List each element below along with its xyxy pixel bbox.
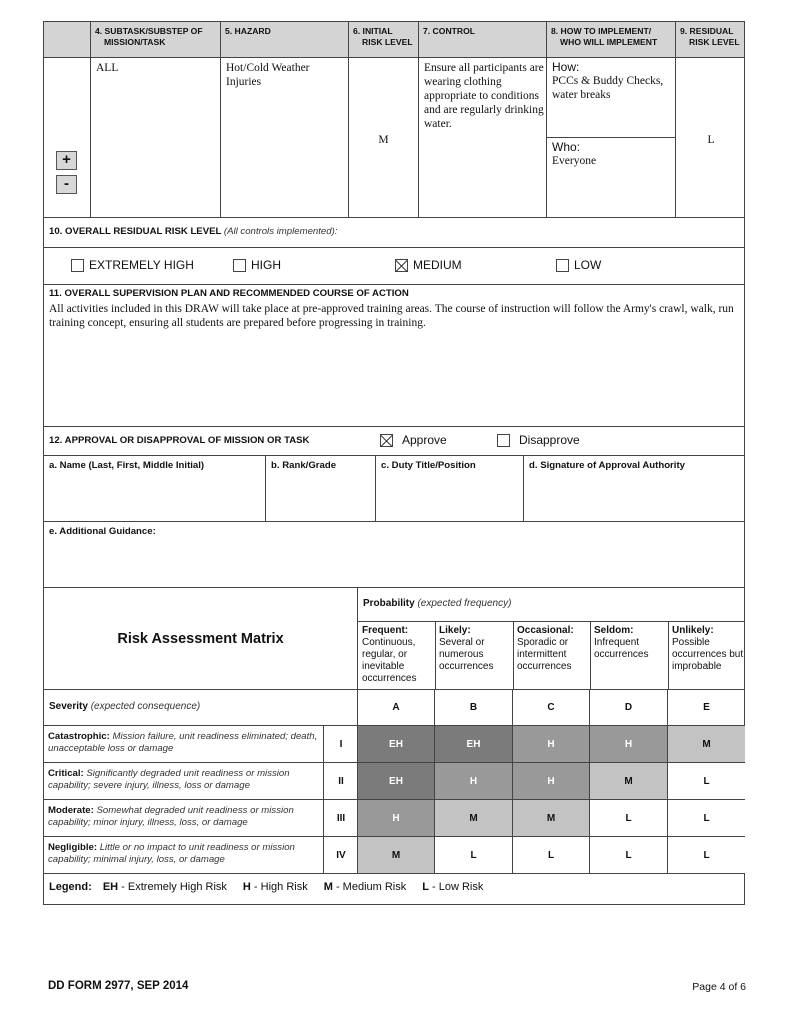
risk-cell: H (358, 800, 435, 837)
section-10-header (43, 218, 745, 248)
initial-risk-field[interactable]: M (378, 134, 389, 146)
header-hazard: 5. HAZARD (225, 26, 271, 36)
high-checkbox[interactable] (233, 259, 246, 272)
option-approve[interactable]: Approve (380, 433, 447, 447)
name-field[interactable]: a. Name (Last, First, Middle Initial) (49, 460, 205, 471)
hazard-table-header (43, 21, 745, 58)
probability-letter-d: D (590, 690, 668, 725)
option-low[interactable]: LOW (556, 258, 601, 272)
severity-numeral: I (339, 739, 343, 750)
risk-cell: EH (435, 726, 513, 763)
remove-row-button[interactable]: - (56, 175, 77, 194)
risk-cell: H (590, 726, 668, 763)
probability-label: Probability (expected frequency) (363, 598, 512, 609)
form-id: DD FORM 2977, SEP 2014 (48, 980, 189, 992)
risk-cell: L (590, 800, 668, 837)
header-control: 7. CONTROL (423, 26, 476, 36)
option-high[interactable]: HIGH (233, 258, 281, 272)
severity-row-critical (44, 763, 358, 800)
rank-field[interactable]: b. Rank/Grade (271, 460, 337, 471)
residual-risk-field[interactable]: L (707, 134, 715, 146)
hazard-field[interactable]: Hot/Cold Weather Injuries (226, 62, 310, 88)
signature-field[interactable]: d. Signature of Approval Authority (529, 460, 685, 471)
how-label: How: (552, 60, 580, 74)
duty-title-field[interactable]: c. Duty Title/Position (381, 460, 476, 471)
header-how-who: 8. HOW TO IMPLEMENT/ WHO WILL IMPLEMENT (551, 26, 658, 47)
section-11-title: 11. OVERALL SUPERVISION PLAN AND RECOMMENDED COURSE OF ACTION (49, 288, 409, 299)
severity-description: Catastrophic: Mission failure, unit readiness eliminated; death, unacceptable loss or damage (48, 731, 318, 754)
section-10-title: 10. OVERALL RESIDUAL RISK LEVEL (All controls implemented): (49, 226, 338, 237)
probability-letter-c: C (513, 690, 590, 725)
column-likely: Likely: Several or numerous occurrences (439, 625, 494, 672)
section-11 (43, 285, 745, 427)
risk-cell: EH (358, 726, 435, 763)
legend-item-m: M - Medium Risk (323, 881, 407, 893)
who-value: Everyone (552, 155, 597, 167)
add-row-button[interactable]: + (56, 151, 77, 170)
extremely-high-checkbox[interactable] (71, 259, 84, 272)
control-field[interactable]: Ensure all participants are wearing clothing appropriate to conditions and are regularly drinking water. (424, 62, 544, 130)
risk-cell: L (590, 837, 668, 874)
risk-cell: H (513, 726, 590, 763)
risk-matrix (43, 588, 745, 905)
header-subtask: 4. SUBTASK/SUBSTEP OF MISSION/TASK (95, 26, 203, 47)
additional-guidance-field[interactable]: e. Additional Guidance: (49, 526, 156, 537)
risk-cell: M (590, 763, 668, 800)
option-extremely-high[interactable]: EXTREMELY HIGH (71, 258, 194, 272)
severity-numeral: III (336, 813, 346, 824)
medium-checkbox[interactable] (395, 259, 408, 272)
risk-cell: EH (358, 763, 435, 800)
severity-numeral: IV (336, 850, 346, 861)
column-frequent: Frequent: Continuous, regular, or inevitable occurrences (362, 625, 417, 684)
probability-letters (358, 690, 745, 725)
column-unlikely: Unlikely: Possible occurrences but improbable (672, 625, 744, 672)
risk-grid (358, 726, 745, 874)
severity-row-negligible (44, 837, 358, 874)
severity-description: Critical: Significantly degraded unit readiness or mission capability; severe injury, illness, loss or damage (48, 768, 290, 791)
disapprove-checkbox[interactable] (497, 434, 510, 447)
header-residual-risk: 9. RESIDUAL RISK LEVEL (680, 26, 740, 47)
risk-cell: L (435, 837, 513, 874)
approve-checkbox[interactable] (380, 434, 393, 447)
severity-description: Moderate: Somewhat degraded unit readiness or mission capability; minor injury, illness, loss, or damage (48, 805, 294, 828)
risk-cell: L (668, 763, 745, 800)
legend: Legend: EH - Extremely High Risk H - High Risk M - Medium Risk L - Low Risk (49, 881, 484, 893)
severity-description: Negligible: Little or no impact to unit readiness or mission capability; minimal injury, loss, or damage (48, 842, 295, 865)
risk-cell: L (513, 837, 590, 874)
additional-guidance (43, 522, 745, 588)
severity-numeral: II (338, 776, 344, 787)
probability-letter-e: E (703, 702, 710, 713)
hazard-table-row (43, 58, 745, 218)
page-number: Page 4 of 6 (692, 981, 746, 993)
column-seldom: Seldom: Infrequent occurrences (594, 625, 649, 660)
legend-item-h: H - High Risk (242, 881, 308, 893)
risk-cell: M (513, 800, 590, 837)
section-12-title: 12. APPROVAL OR DISAPPROVAL OF MISSION OR TASK (49, 435, 310, 446)
risk-cell: M (358, 837, 435, 874)
risk-cell: H (435, 763, 513, 800)
severity-row-moderate (44, 800, 358, 837)
probability-letter-b: B (435, 690, 513, 725)
option-disapprove[interactable]: Disapprove (497, 433, 580, 447)
approval-fields (43, 456, 745, 522)
who-field[interactable] (547, 138, 675, 217)
severity-row-catastrophic (44, 726, 358, 763)
section-12-header (43, 427, 745, 456)
risk-cell: L (668, 837, 745, 874)
legend-item-eh: EH - Extremely High Risk (102, 881, 227, 893)
column-occasional: Occasional: Sporadic or intermittent occurrences (517, 625, 574, 672)
risk-cell: L (668, 800, 745, 837)
risk-cell: M (668, 726, 745, 763)
severity-label: Severity (expected consequence) (49, 701, 201, 712)
how-field[interactable] (547, 58, 675, 137)
risk-cell: M (435, 800, 513, 837)
probability-columns (358, 622, 745, 689)
low-checkbox[interactable] (556, 259, 569, 272)
matrix-title: Risk Assessment Matrix (117, 630, 284, 647)
option-medium[interactable]: MEDIUM (395, 258, 462, 272)
subtask-field[interactable]: ALL (96, 62, 119, 74)
legend-item-l: L - Low Risk (422, 881, 484, 893)
severity-rows (44, 726, 358, 874)
header-initial-risk: 6. INITIAL RISK LEVEL (353, 26, 413, 47)
overall-risk-options (43, 248, 745, 285)
risk-cell: H (513, 763, 590, 800)
supervision-plan-field[interactable]: All activities included in this DRAW will take place at pre-approved training areas. The course of instruction will follow the Army's crawl, walk, run training concept, ensuring all students are prepared before progressing in training. (49, 303, 734, 329)
how-value: PCCs & Buddy Checks, water breaks (552, 75, 664, 101)
who-label: Who: (552, 140, 581, 154)
probability-letter-a: A (358, 690, 435, 725)
